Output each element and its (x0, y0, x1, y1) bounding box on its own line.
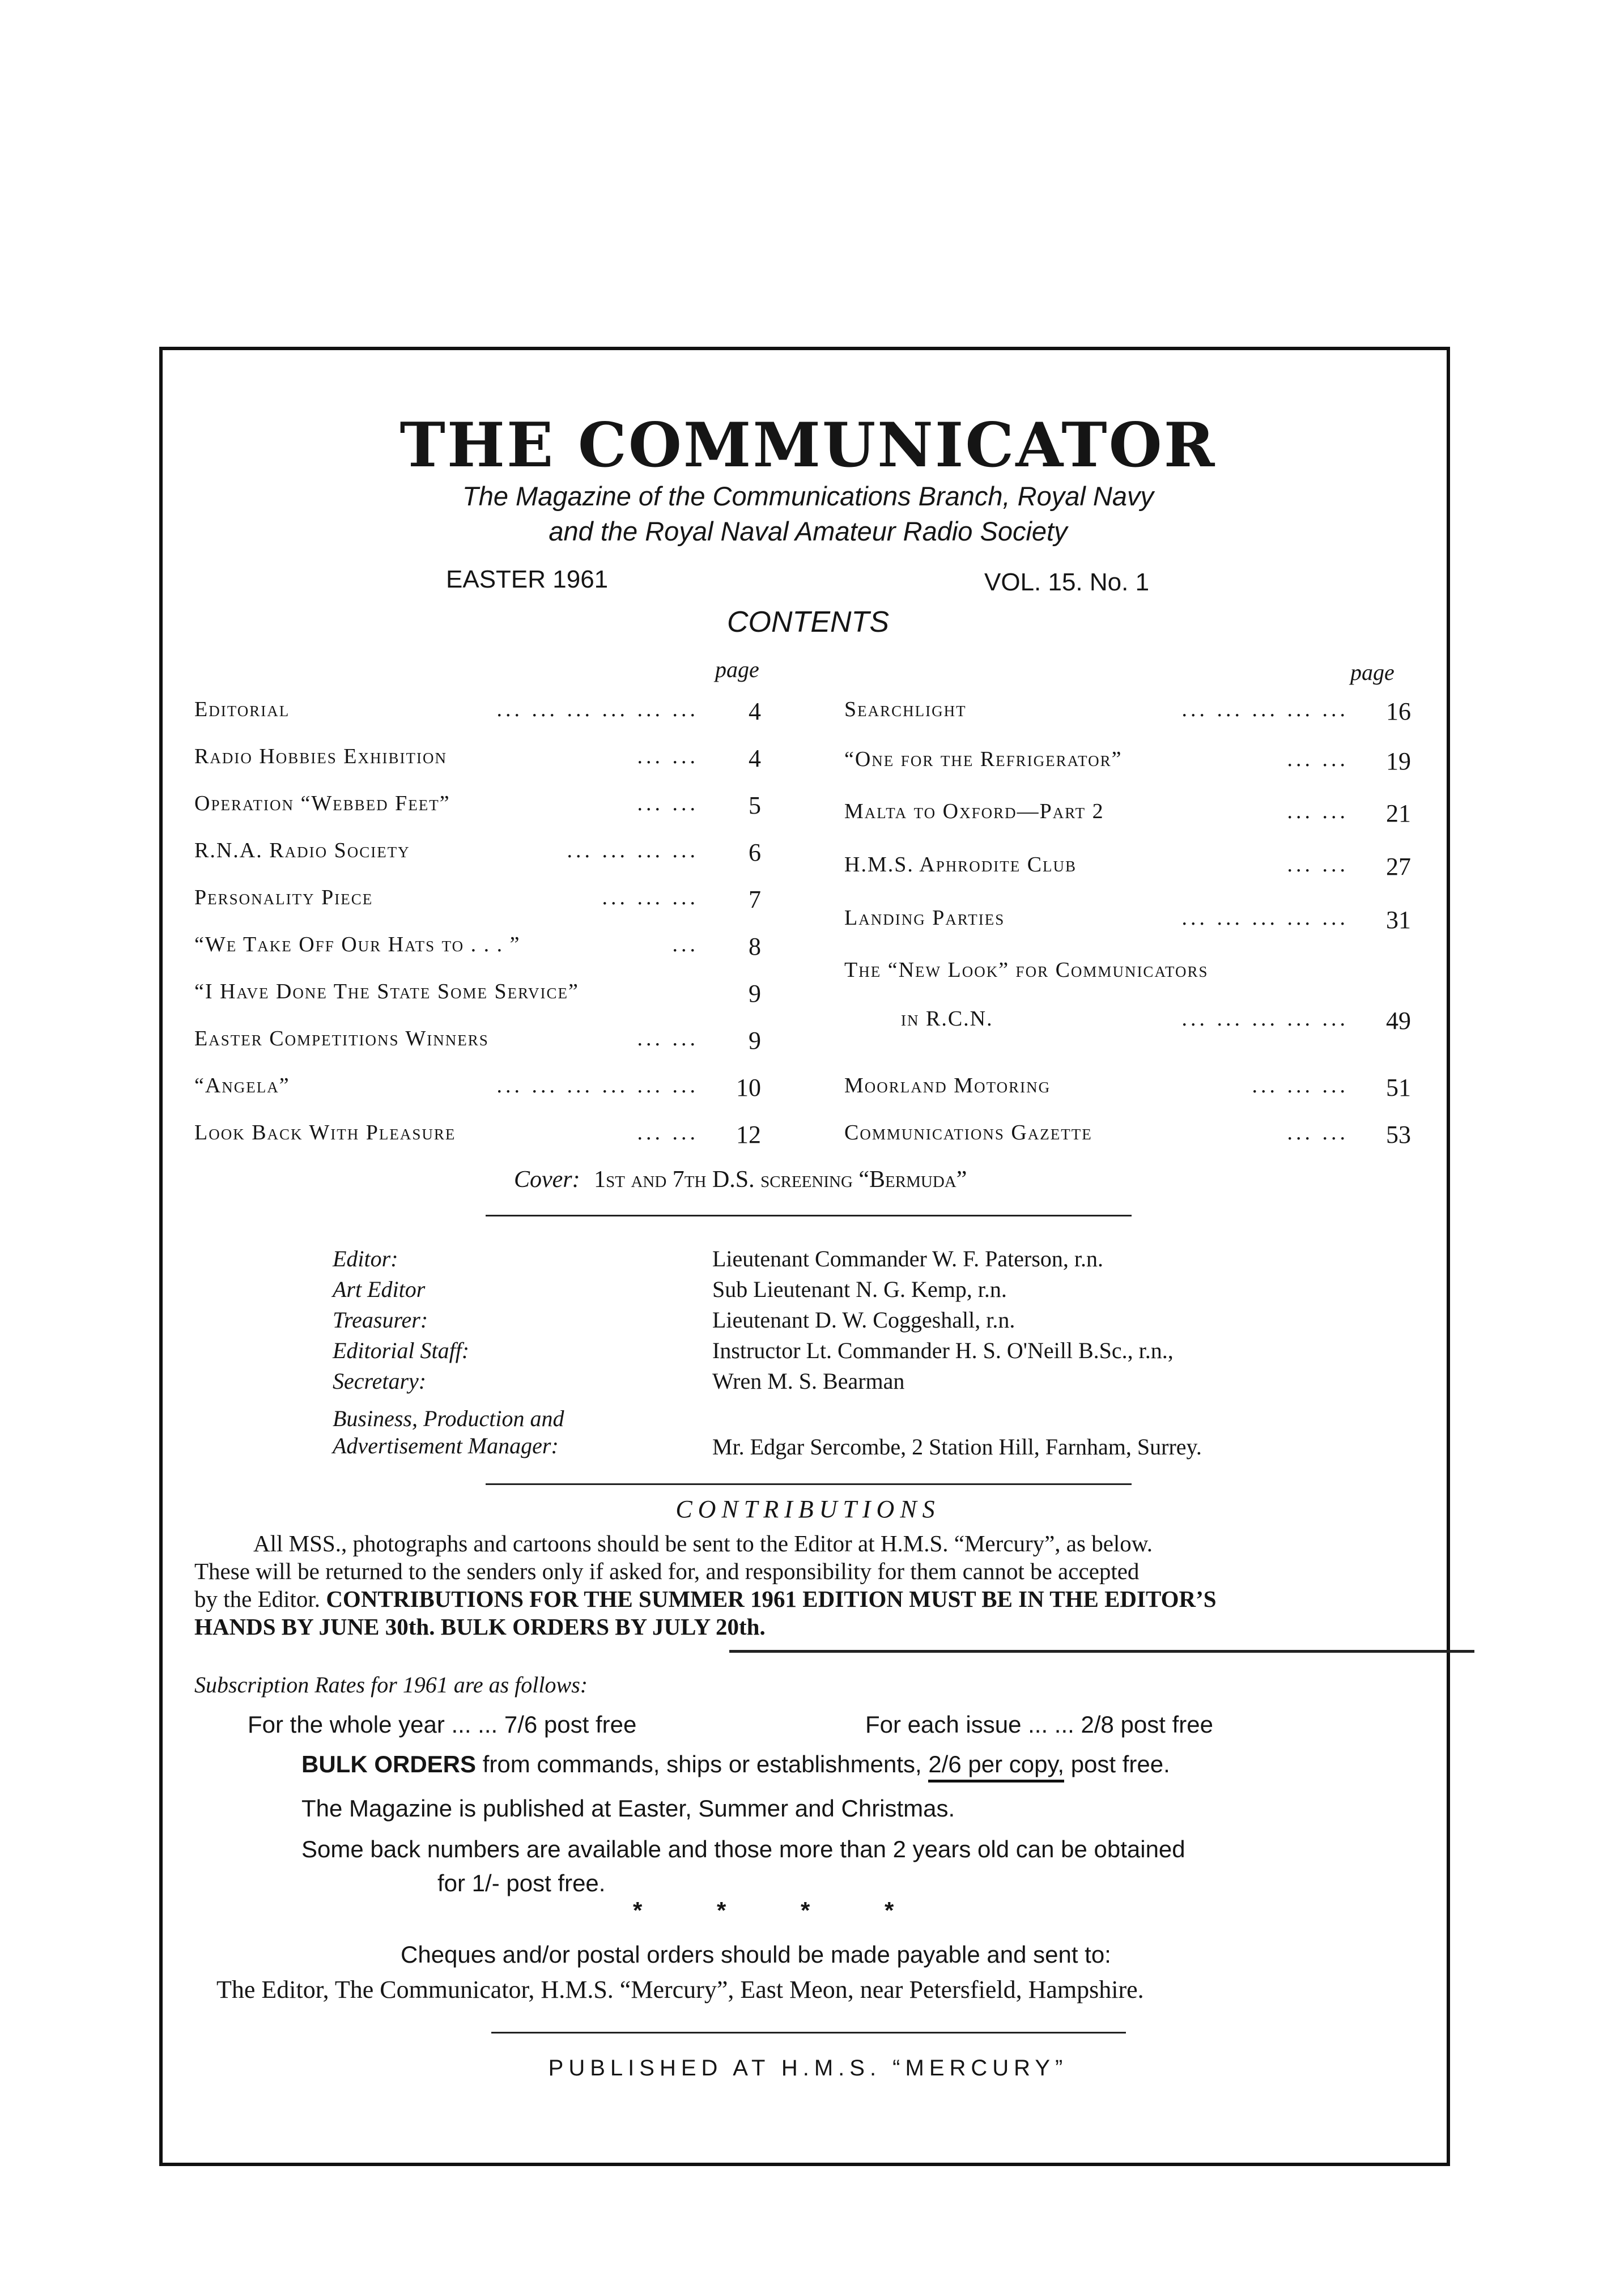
staff-name: Mr. Edgar Sercombe, 2 Station Hill, Farnham, Surrey. (712, 1434, 1202, 1460)
contributions-deadline-line: HANDS BY JUNE 30th. BULK ORDERS BY JULY 20th. (194, 1614, 766, 1640)
toc-entry-continued (844, 1006, 1411, 1038)
contents-heading: CONTENTS (727, 606, 889, 639)
toc-entry (194, 697, 761, 729)
toc-entry (194, 885, 761, 917)
back-numbers-line: Some back numbers are available and those more than 2 years old can be obtained (301, 1836, 1185, 1862)
cover-caption (514, 1166, 967, 1193)
toc-page: 27 (1386, 853, 1411, 880)
toc-leader: ... ... ... ... ... ... (496, 697, 699, 721)
toc-page: 7 (749, 886, 761, 913)
toc-entry (194, 1120, 761, 1152)
toc-page: 16 (1386, 697, 1411, 725)
magazine-title: THE COMMUNICATOR (399, 410, 1217, 481)
divider (486, 1483, 1132, 1485)
toc-label: Searchlight (844, 697, 967, 721)
toc-page: 19 (1386, 747, 1411, 775)
toc-page: 31 (1386, 906, 1411, 934)
toc-leader: ... ... ... ... ... ... (496, 1074, 699, 1097)
contributions-line (194, 1585, 1217, 1613)
toc-label: The “New Look” for Communicators (844, 958, 1209, 982)
toc-leader: ... ... (637, 1027, 699, 1050)
toc-leader: ... ... ... (602, 886, 699, 909)
toc-leader: ... ... ... ... ... (1181, 697, 1349, 721)
staff-role: Treasurer: (333, 1307, 428, 1333)
staff-role: Art Editor (333, 1277, 426, 1302)
toc-page: 5 (749, 792, 761, 819)
toc-label: Editorial (194, 697, 290, 721)
toc-label: Malta to Oxford—Part 2 (844, 799, 1104, 823)
publication-schedule: The Magazine is published at Easter, Summer and Christmas. (301, 1795, 955, 1822)
back-numbers-line: for 1/- post free. (437, 1870, 606, 1896)
published-at: PUBLISHED AT H.M.S. “MERCURY” (548, 2056, 1068, 2081)
toc-page: 21 (1386, 799, 1411, 827)
toc-entry (844, 747, 1411, 778)
rate-whole-year: For the whole year ... ... 7/6 post free (248, 1711, 637, 1738)
contributions-line: These will be returned to the senders only if asked for, and responsibility for them cannot be accepted (194, 1558, 1140, 1584)
toc-leader: ... (672, 933, 699, 956)
toc-entry (194, 1026, 761, 1058)
subtitle-line-1: The Magazine of the Communications Branch, Royal Navy (462, 481, 1154, 511)
contributions-text: by the Editor. (194, 1586, 321, 1612)
toc-page: 9 (749, 980, 761, 1007)
cover-text: 1st and 7th D.S. screening “Bermuda” (594, 1167, 967, 1193)
toc-page: 51 (1386, 1074, 1411, 1101)
toc-page: 10 (736, 1074, 761, 1101)
toc-entry (844, 852, 1411, 884)
toc-label: Landing Parties (844, 906, 1005, 930)
page-column-label-left: page (715, 657, 759, 682)
toc-leader: ... ... (1287, 1121, 1349, 1145)
toc-page: 6 (749, 839, 761, 866)
bulk-orders-text: from commands, ships or establishments, (482, 1751, 922, 1777)
toc-leader: ... ... (637, 745, 699, 768)
toc-label: Easter Competitions Winners (194, 1027, 489, 1050)
staff-role: Secretary: (333, 1368, 427, 1394)
staff-role: Editor: (333, 1246, 398, 1271)
staff-name: Wren M. S. Bearman (712, 1368, 905, 1394)
toc-page: 53 (1386, 1121, 1411, 1148)
toc-leader: ... ... ... ... ... (1181, 906, 1349, 930)
divider (486, 1215, 1132, 1216)
page-column-label-right: page (1350, 660, 1395, 685)
toc-page: 8 (749, 933, 761, 960)
divider (729, 1650, 1474, 1653)
page-frame (159, 347, 1450, 2166)
staff-role: Editorial Staff: (333, 1338, 470, 1363)
toc-leader: ... ... (1287, 853, 1349, 877)
staff-name: Lieutenant D. W. Coggeshall, r.n. (712, 1307, 1015, 1333)
staff-role: Business, Production and (333, 1406, 564, 1431)
toc-leader: ... ... (637, 792, 699, 815)
toc-leader: ... ... ... (1252, 1074, 1349, 1097)
toc-label: Radio Hobbies Exhibition (194, 745, 447, 768)
subtitle-line-2: and the Royal Naval Amateur Radio Society (549, 516, 1068, 546)
rate-each-issue: For each issue ... ... 2/8 post free (865, 1711, 1213, 1738)
toc-label: in R.C.N. (901, 1007, 993, 1031)
bulk-price: 2/6 per copy, (928, 1751, 1064, 1783)
staff-name: Lieutenant Commander W. F. Paterson, r.n. (712, 1246, 1104, 1271)
issue-label: EASTER 1961 (446, 565, 609, 593)
bulk-orders-text-end: post free. (1070, 1751, 1170, 1777)
toc-label: “I Have Done The State Some Service” (194, 980, 579, 1003)
toc-entry (844, 905, 1411, 937)
subscription-heading: Subscription Rates for 1961 are as follows: (194, 1672, 588, 1698)
toc-label: “One for the Refrigerator” (844, 747, 1123, 771)
toc-leader: ... ... (1287, 747, 1349, 771)
toc-page: 4 (749, 745, 761, 772)
toc-entry (844, 697, 1411, 729)
staff-name: Sub Lieutenant N. G. Kemp, r.n. (712, 1277, 1007, 1302)
staff-name: Instructor Lt. Commander H. S. O'Neill B.Sc., r.n., (712, 1338, 1174, 1363)
staff-role: Advertisement Manager: (333, 1433, 559, 1458)
toc-label: Look Back With Pleasure (194, 1121, 456, 1145)
toc-label: Moorland Motoring (844, 1074, 1051, 1097)
toc-leader: ... ... (637, 1121, 699, 1145)
toc-label: Personality Piece (194, 886, 373, 909)
toc-entry (194, 791, 761, 823)
toc-label: Communications Gazette (844, 1121, 1092, 1145)
editor-address: The Editor, The Communicator, H.M.S. “Mercury”, East Meon, near Petersfield, Hampshire. (216, 1976, 1144, 2003)
bulk-orders-label: BULK ORDERS (301, 1751, 477, 1777)
toc-entry (844, 799, 1411, 831)
toc-entry (194, 744, 761, 776)
toc-entry (194, 1073, 761, 1105)
bulk-orders-line (301, 1751, 1170, 1778)
toc-entry (844, 1073, 1411, 1105)
contributions-deadline: CONTRIBUTIONS FOR THE SUMMER 1961 EDITION MUST BE IN THE EDITOR’S (326, 1586, 1217, 1612)
toc-page: 4 (749, 697, 761, 725)
toc-leader: ... ... ... ... ... (1181, 1007, 1349, 1031)
toc-entry (194, 979, 761, 1011)
toc-label: “Angela” (194, 1074, 290, 1097)
toc-entry (194, 932, 761, 964)
cheques-line: Cheques and/or postal orders should be made payable and sent to: (401, 1941, 1111, 1968)
toc-page: 49 (1386, 1007, 1411, 1035)
toc-leader: ... ... (1287, 799, 1349, 823)
section-stars: * * * * (633, 1897, 928, 1924)
toc-entry (844, 1120, 1411, 1152)
toc-label: Operation “Webbed Feet” (194, 792, 450, 815)
contributions-line: All MSS., photographs and cartoons should be sent to the Editor at H.M.S. “Mercury”, as below. (253, 1530, 1153, 1556)
toc-label: H.M.S. Aphrodite Club (844, 853, 1077, 877)
toc-label: R.N.A. Radio Society (194, 839, 410, 862)
divider (491, 2032, 1126, 2034)
contributions-heading: CONTRIBUTIONS (675, 1495, 941, 1523)
toc-page: 12 (736, 1121, 761, 1148)
toc-label: “We Take Off Our Hats to . . . ” (194, 933, 521, 956)
toc-entry (844, 958, 1411, 989)
toc-page: 9 (749, 1027, 761, 1054)
volume-label: VOL. 15. No. 1 (984, 568, 1150, 596)
toc-entry (194, 838, 761, 870)
cover-label: Cover: (514, 1167, 580, 1193)
toc-leader: ... ... ... ... (567, 839, 699, 862)
